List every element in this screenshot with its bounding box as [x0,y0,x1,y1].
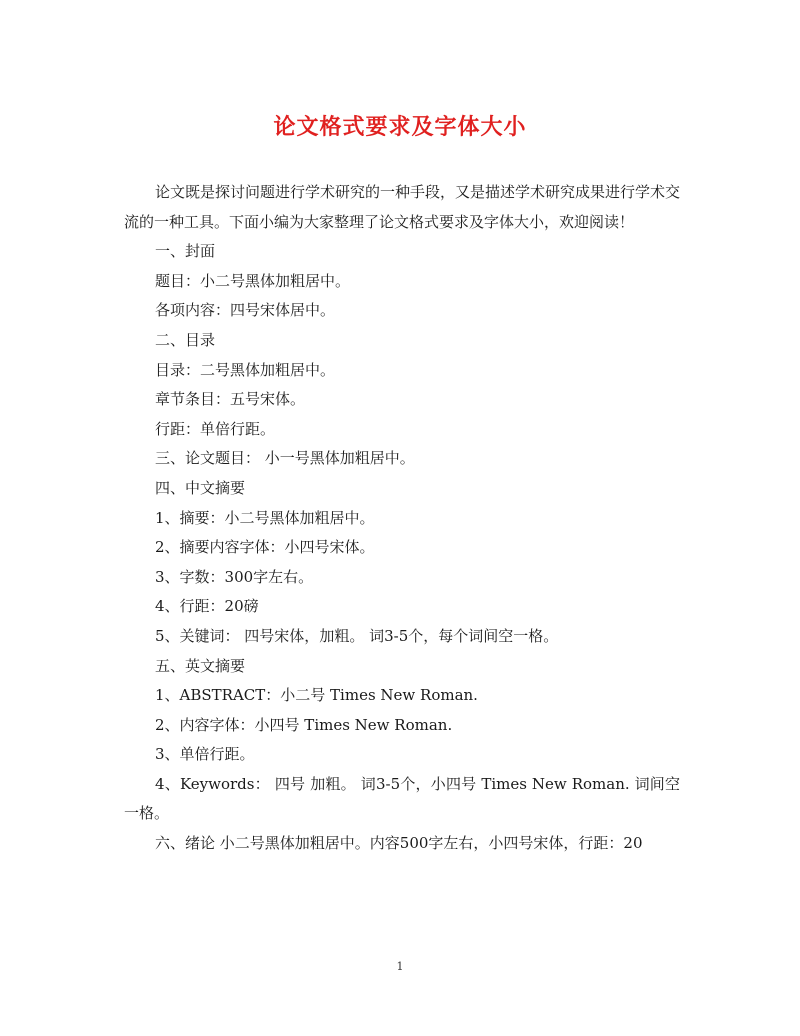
intro-paragraph: 论文既是探讨问题进行学术研究的一种手段，又是描述学术研究成果进行学术交流的一种工具。下面小编为大家整理了论文格式要求及字体大小，欢迎阅读！ [124,183,681,231]
document-body [124,178,680,859]
toc-title-rule: 目录：二号黑体加粗居中。 [155,360,336,379]
english-abstract-rule-4: 4、Keywords： 四号 加粗。 词3-5个，小四号 Times New Roman. 词间空一格。 [124,774,680,823]
english-abstract-rule-2: 2、内容字体：小四号 Times New Roman. [155,715,453,734]
cover-items-rule: 各项内容：四号宋体居中。 [155,301,336,320]
english-abstract-rule-3: 3、单倍行距。 [155,745,255,764]
toc-chapter-rule: 章节条目：五号宋体。 [155,390,306,409]
section-heading-thesis-title: 三、论文题目： 小一号黑体加粗居中。 [155,449,415,468]
section-heading-toc: 二、目录 [155,330,216,349]
page-number: 1 [396,960,404,973]
chinese-abstract-rule-4: 4、行距：20磅 [155,597,259,616]
chinese-abstract-rule-1: 1、摘要：小二号黑体加粗居中。 [155,508,375,527]
section-heading-cover: 一、封面 [155,242,216,261]
section-heading-english-abstract: 五、英文摘要 [155,656,246,675]
chinese-abstract-rule-5: 5、关键词： 四号宋体，加粗。 词3-5个，每个词间空一格。 [155,626,559,645]
english-abstract-rule-1: 1、ABSTRACT：小二号 Times New Roman. [155,686,478,705]
document-title: 论文格式要求及字体大小 [273,114,527,140]
toc-spacing-rule: 行距：单倍行距。 [155,419,276,438]
section-heading-introduction: 六、绪论 小二号黑体加粗居中。内容500字左右，小四号宋体，行距：20 [155,834,643,853]
chinese-abstract-rule-2: 2、摘要内容字体：小四号宋体。 [155,538,375,557]
cover-title-rule: 题目：小二号黑体加粗居中。 [155,271,351,290]
chinese-abstract-rule-3: 3、字数：300字左右。 [155,567,314,586]
section-heading-chinese-abstract: 四、中文摘要 [155,478,246,497]
